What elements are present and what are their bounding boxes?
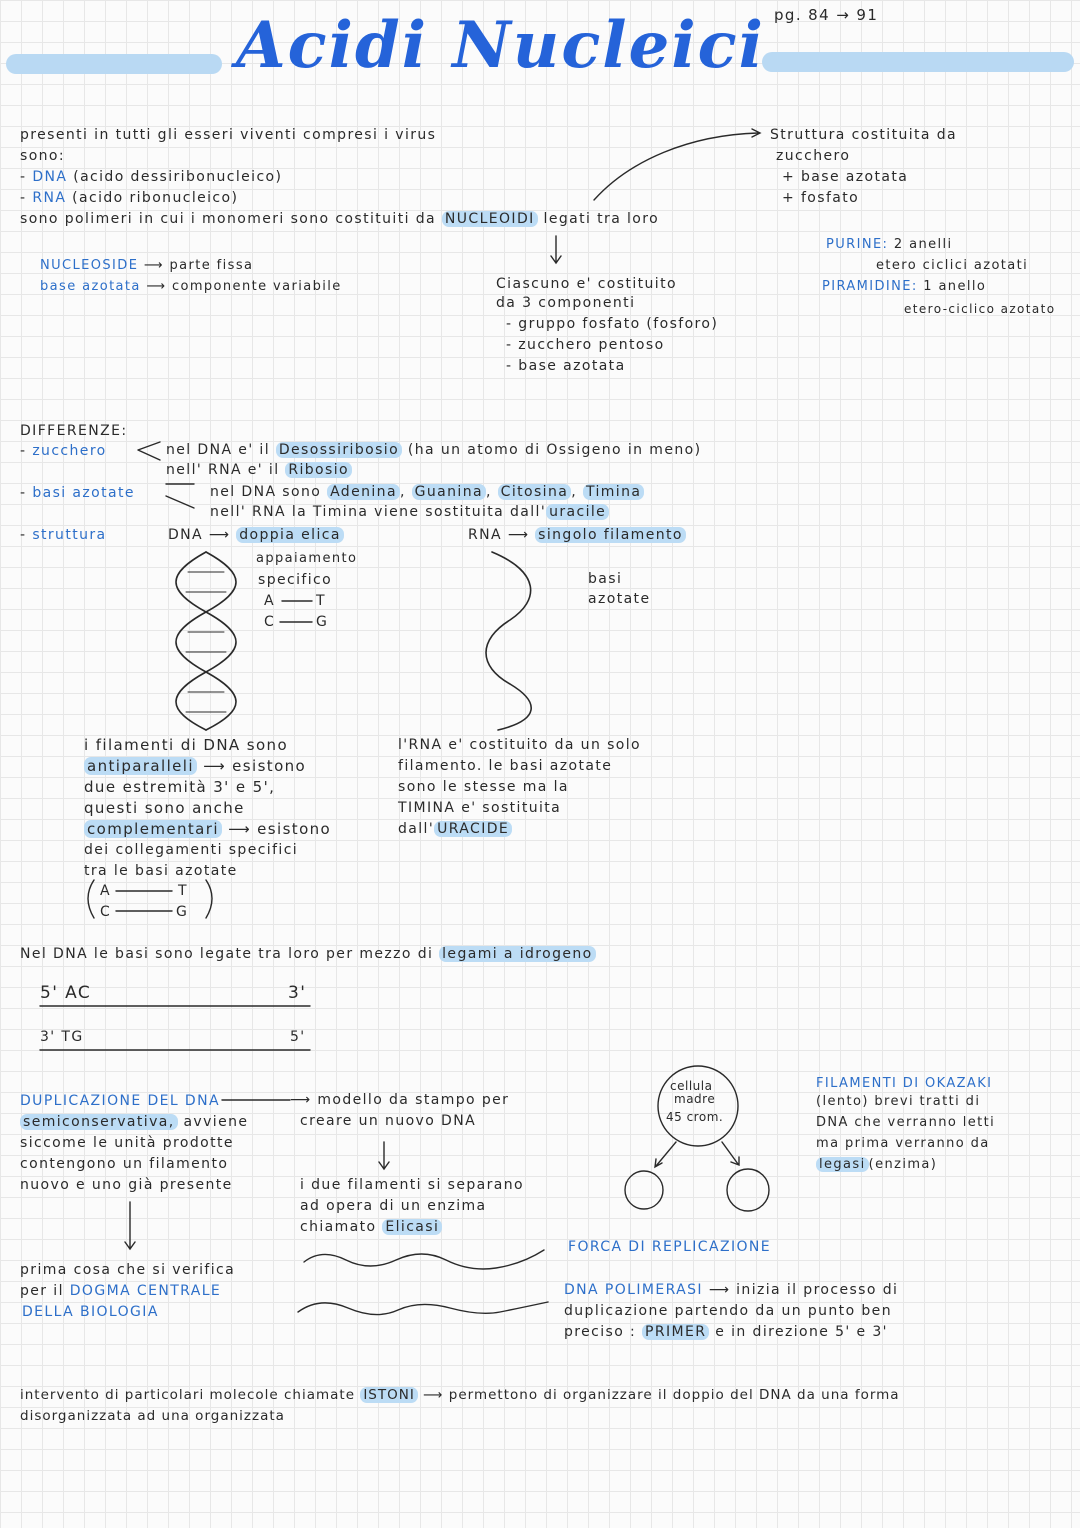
mother-cell (658, 1066, 738, 1146)
components-down-arrow (551, 236, 561, 263)
cell-line1: cellula (670, 1079, 713, 1093)
dna-helix-rungs (186, 572, 226, 712)
pairing-a: A (264, 593, 275, 609)
dna-pair-paren-left (88, 880, 94, 918)
polymerase-line1: DNA POLIMERASI ⟶ inizia il processo di (564, 1282, 899, 1298)
separation-line2: ad opera di un enzima (300, 1198, 487, 1214)
components-item2: - zucchero pentoso (506, 337, 665, 353)
daughter-cell-right (727, 1169, 769, 1211)
daughter-cell-left (625, 1171, 663, 1209)
polymerase-line3: preciso : PRIMER e in direzione 5' e 3' (564, 1324, 888, 1340)
rna-text-line4: TIMINA e' sostituita (398, 800, 562, 816)
components-line1: Ciascuno e' costituito (496, 276, 677, 292)
nucleoside-line: NUCLEOSIDE ⟶ parte fissa (40, 258, 254, 273)
diff-sugar-label: - zucchero (20, 443, 107, 459)
cell-arrow-right (722, 1142, 739, 1165)
rna-bases-label2: azotate (588, 591, 651, 607)
rna-text-line3: sono le stesse ma la (398, 779, 569, 795)
diff-bases-rna: nell' RNA la Timina viene sostituita dall' uracile (210, 503, 609, 521)
strand2-left: 3' TG (40, 1029, 84, 1045)
dna-text-line5: complementari ⟶ esistono (84, 820, 331, 838)
okazaki-line2: (lento) brevi tratti di (816, 1094, 981, 1109)
strand2-right: 5' (290, 1029, 306, 1045)
separation-line1: i due filamenti si separano (300, 1177, 524, 1193)
pairing-line1: appaiamento (256, 551, 358, 566)
bases-bracket (166, 484, 194, 508)
dna-helix-strand1 (176, 552, 236, 730)
duplication-line5: nuovo e uno già presente (20, 1177, 233, 1193)
separated-strand-bottom (298, 1302, 548, 1315)
intro-line1: presenti in tutti gli esseri viventi compresi i virus (20, 127, 437, 143)
diff-bases-label: - basi azotate (20, 485, 135, 501)
dna-pair-c: C (100, 904, 112, 920)
differences-title: DIFFERENZE: (20, 423, 128, 439)
dna-helix-strand2 (176, 552, 236, 730)
pairing-g: G (316, 614, 329, 630)
okazaki-line5: legasi (enzima) (816, 1156, 937, 1174)
duplication-title: DUPLICAZIONE DEL DNA (20, 1093, 220, 1109)
cell-line3: 45 crom. (666, 1110, 724, 1124)
structure-note-title: Struttura costituita da (770, 127, 958, 143)
dna-pair-paren-right (206, 880, 212, 918)
intro-line2: sono: (20, 148, 66, 164)
separation-line3: chiamato Elicasi (300, 1218, 442, 1236)
model-line1: ⟶ modello da stampo per (290, 1092, 510, 1108)
first-line2: per il DOGMA CENTRALE (20, 1283, 222, 1299)
purine-line2: etero ciclici azotati (876, 258, 1029, 273)
first-line1: prima cosa che si verifica (20, 1262, 236, 1278)
bonds-line: Nel DNA le basi sono legate tra loro per mezzo di legami a idrogeno (20, 945, 596, 963)
components-item3: - base azotata (506, 358, 626, 374)
rna-label: RNA (32, 190, 67, 206)
structure-note-item3: + fosfato (782, 190, 860, 206)
sugar-bracket (138, 442, 160, 460)
intro-polymers-line: sono polimeri in cui i monomeri sono costituiti da NUCLEOIDI legati tra loro (20, 211, 660, 227)
separation-down-arrow (379, 1142, 389, 1169)
rna-bases-label1: basi (588, 571, 623, 587)
strand1-right: 3' (288, 983, 307, 1003)
pyrimidine-line2: etero-ciclico azotato (904, 302, 1056, 316)
dna-text-line7: tra le basi azotate (84, 863, 238, 879)
rna-text-line2: filamento. le basi azotate (398, 758, 613, 774)
histones-line2: disorganizzata ad una organizzata (20, 1408, 285, 1424)
structure-note-item1: zucchero (776, 148, 851, 164)
pairing-line2: specifico (258, 572, 333, 588)
diff-structure-dna: DNA ⟶ doppia elica (168, 526, 344, 544)
histones-line1: intervento di particolari molecole chiamate ISTONI ⟶ permettono di organizzare il doppio del DNA da una forma (20, 1387, 900, 1403)
rna-text-line1: l'RNA e' costituito da un solo (398, 737, 641, 753)
dna-text-line6: dei collegamenti specifici (84, 842, 299, 858)
cell-arrow-left (655, 1142, 676, 1167)
diff-structure-label: - struttura (20, 527, 107, 543)
polymerase-line2: duplicazione partendo da un punto ben (564, 1303, 892, 1319)
purine-line: PURINE: 2 anelli (826, 237, 953, 252)
dna-pair-t: T (178, 883, 188, 899)
diff-sugar-dna: nel DNA e' il Desossiribosio (ha un atomo di Ossigeno in meno) (166, 442, 702, 458)
rna-text-line5: dall' URACIDE (398, 820, 512, 838)
model-line2: creare un nuovo DNA (300, 1113, 477, 1129)
duplication-line2: semiconservativa, avviene (20, 1113, 248, 1131)
cell-line2: madre (674, 1092, 716, 1106)
pairing-c: C (264, 614, 276, 630)
first-line3: DELLA BIOLOGIA (22, 1304, 159, 1320)
structure-note-item2: + base azotata (782, 169, 909, 185)
page-title: Acidi Nucleici (236, 8, 765, 83)
okazaki-line3: DNA che verranno letti (816, 1115, 996, 1130)
duplication-line3: siccome le unità prodotte (20, 1135, 234, 1151)
pyrimidine-line: PIRAMIDINE: 1 anello (822, 279, 987, 294)
pairing-t: T (316, 593, 326, 609)
intro-rna-line: - RNA (acido ribonucleico) (20, 190, 239, 206)
dna-label: DNA (32, 169, 68, 185)
okazaki-line4: ma prima verranno da (816, 1136, 990, 1151)
separated-strand-top (304, 1250, 544, 1269)
dna-text-line2: antiparalleli ⟶ esistono (84, 757, 306, 775)
dna-text-line4: questi sono anche (84, 799, 245, 817)
rna-strand (486, 552, 531, 730)
nucleotides-highlight: NUCLEOIDI (442, 211, 538, 227)
duplication-line4: contengono un filamento (20, 1156, 229, 1172)
diff-structure-rna: RNA ⟶ singolo filamento (468, 526, 686, 544)
structure-arrow (594, 133, 758, 200)
dna-text-line1: i filamenti di DNA sono (84, 736, 289, 754)
base-azotata-line: base azotata ⟶ componente variabile (40, 279, 342, 294)
diff-bases-dna: nel DNA sono Adenina , Guanina , Citosina , Timina (210, 483, 644, 501)
dna-text-line3: due estremità 3' e 5', (84, 778, 276, 796)
strand1-left: 5' AC (40, 983, 92, 1003)
replication-fork: FORCA DI REPLICAZIONE (568, 1239, 772, 1255)
components-line2: da 3 componenti (496, 295, 636, 311)
dna-pair-a: A (100, 883, 111, 899)
components-item1: - gruppo fosfato (fosforo) (506, 316, 719, 332)
dna-pair-g: G (176, 904, 189, 920)
first-down-arrow (125, 1202, 135, 1249)
diff-sugar-rna: nell' RNA e' il Ribosio (166, 461, 352, 479)
page-reference: pg. 84 → 91 (774, 6, 879, 24)
intro-dna-line: - DNA (acido dessiribonucleico) (20, 169, 283, 185)
okazaki-title: FILAMENTI DI OKAZAKI (816, 1076, 993, 1091)
